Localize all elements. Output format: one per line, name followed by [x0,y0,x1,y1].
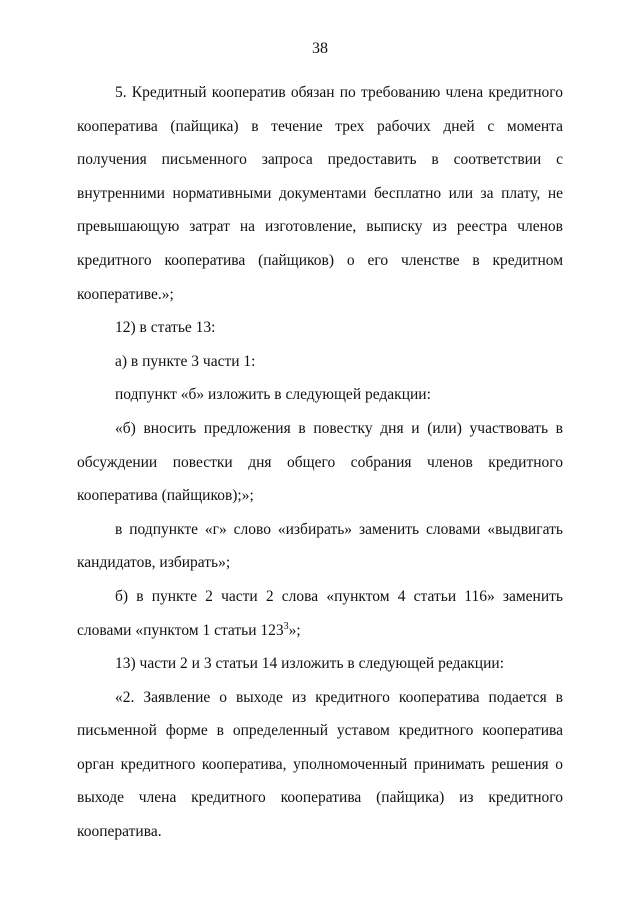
paragraph-b-tail: »; [288,621,301,639]
paragraph-subpoint-b-text: «б) вносить предложения в повестку дня и (или) участвовать в обсуждении повестки дня общего собрания членов кредитного кооператива (пайщиков);»; [77,419,563,505]
paragraph-12: 12) в статье 13: [115,319,216,337]
document-body [77,76,563,849]
paragraph-2: «2. Заявление о выходе из кредитного кооператива подается в письменной форме в определенный уставом кредитного кооператива орган кредитного кооператива, уполномоченный принимать решения о выходе члена кредитного кооператива (пайщика) из кредитного кооператива. [77,688,563,841]
superscript-marker: 3 [283,620,289,632]
paragraph-subpoint-b-intro: подпункт «б» изложить в следующей редакции: [115,386,431,404]
paragraph-a: а) в пункте 3 части 1: [115,352,256,370]
paragraph-13: 13) части 2 и 3 статьи 14 изложить в следующей редакции: [115,655,504,673]
paragraph-5: 5. Кредитный кооператив обязан по требованию члена кредитного кооператива (пайщика) в течение трех рабочих дней с момента получения письменного запроса предоставить в соответствии с внутренними нормативными документами бесплатно или за плату, не превышающую затрат на изготовление, выписку из реестра членов кредитного кооператива (пайщиков) о его членстве в кредитном кооперативе.»; [77,84,563,303]
paragraph-subpoint-g: в подпункте «г» слово «избирать» заменить словами «выдвигать кандидатов, избирать»; [77,520,563,572]
paragraph-b-text: б) в пункте 2 части 2 слова «пунктом 4 статьи 116» заменить словами «пунктом 1 статьи 123 [77,587,563,639]
page-number: 38 [312,40,328,57]
paragraph-b [77,580,563,647]
